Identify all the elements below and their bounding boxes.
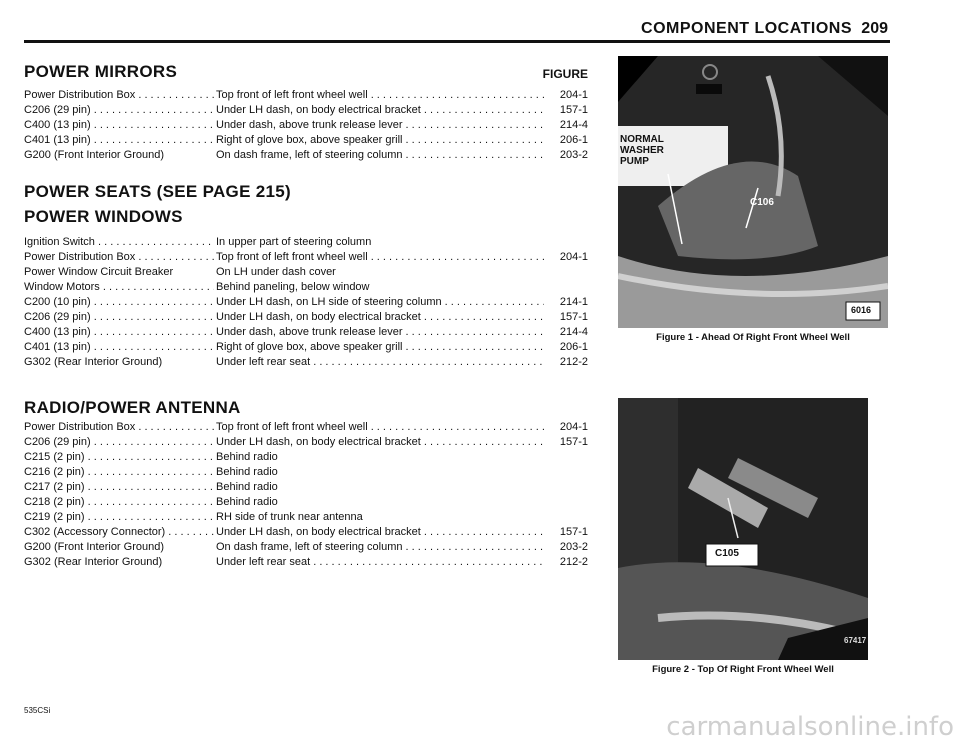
component-name (24, 265, 214, 280)
table-row (24, 280, 588, 295)
table-row (24, 340, 588, 355)
figure-ref: 214-1 (559, 296, 588, 308)
table-row (24, 133, 588, 148)
table-row (24, 118, 588, 133)
location-value: Behind radio (216, 451, 278, 463)
location-text (216, 540, 544, 555)
figure-2-caption: Figure 2 - Top Of Right Front Wheel Well (652, 664, 834, 675)
location-value: Under LH dash, on body electrical bracket (216, 311, 421, 323)
table-row (24, 325, 588, 340)
figure-ref: 206-1 (559, 341, 588, 353)
figure-ref: 204-1 (559, 89, 588, 101)
figure-ref: 157-1 (559, 104, 588, 116)
component-text: C216 (2 pin) (24, 466, 85, 478)
figure-2-label-number: 67417 (844, 636, 867, 645)
component-text: C200 (10 pin) (24, 296, 91, 308)
location-value: Under dash, above trunk release lever (216, 326, 403, 338)
figure-ref: 212-2 (559, 556, 588, 568)
location-value: On dash frame, left of steering column (216, 149, 403, 161)
component-text: Ignition Switch (24, 236, 95, 248)
location-value: Behind radio (216, 481, 278, 493)
figure-ref: 214-4 (559, 119, 588, 131)
location-text (216, 235, 544, 250)
component-name (24, 420, 214, 435)
component-text: C215 (2 pin) (24, 451, 85, 463)
component-text: C206 (29 pin) (24, 311, 91, 323)
component-text: Power Distribution Box (24, 89, 136, 101)
location-text (216, 133, 544, 148)
table-row (24, 480, 588, 495)
label-pump: PUMP (620, 156, 649, 167)
location-text (216, 420, 544, 435)
header-rule (24, 40, 890, 43)
figure-2-illustration (618, 398, 868, 660)
component-name (24, 495, 214, 510)
component-name (24, 118, 214, 133)
table-row (24, 148, 588, 163)
location-value: Under left rear seat (216, 556, 311, 568)
component-name (24, 450, 214, 465)
location-value: On dash frame, left of steering column (216, 541, 403, 553)
table-row (24, 450, 588, 465)
figure-2-label-c105: C105 (715, 548, 739, 559)
label-washer: WASHER (620, 145, 664, 156)
figure-ref: 212-2 (559, 356, 588, 368)
figure-1-label-c106: C106 (750, 197, 774, 208)
location-text (216, 265, 544, 280)
table-row (24, 555, 588, 570)
location-value: Under LH dash, on body electrical bracket (216, 104, 421, 116)
table-row (24, 295, 588, 310)
table-row (24, 540, 588, 555)
location-text (216, 280, 544, 295)
component-name (24, 325, 214, 340)
figure-ref: 157-1 (559, 526, 588, 538)
location-value: Under LH dash, on body electrical bracket (216, 436, 421, 448)
component-name (24, 103, 214, 118)
table-row (24, 265, 588, 280)
location-value: Top front of left front wheel well (216, 251, 368, 263)
component-name (24, 295, 214, 310)
figure-2-photo (618, 398, 868, 660)
location-text (216, 148, 544, 163)
component-text: G200 (Front Interior Ground) (24, 541, 165, 553)
component-name (24, 235, 214, 250)
component-text: Power Distribution Box (24, 421, 136, 433)
location-text (216, 310, 544, 325)
table-row (24, 495, 588, 510)
model-code: 535CSi (24, 706, 51, 715)
page-number: 209 (861, 20, 888, 37)
figure-column-heading: FIGURE (542, 67, 588, 81)
table-row (24, 355, 588, 370)
location-text (216, 465, 544, 480)
component-name (24, 280, 214, 295)
component-text: C302 (Accessory Connector) (24, 526, 166, 538)
component-text: Window Motors (24, 281, 100, 293)
figure-1-label-number: 6016 (851, 305, 872, 315)
figure-ref: 157-1 (559, 311, 588, 323)
table-row (24, 465, 588, 480)
location-text (216, 250, 544, 265)
section-title-power-windows: POWER WINDOWS (24, 207, 183, 226)
location-value: Right of glove box, above speaker grill (216, 341, 403, 353)
location-value: Behind paneling, below window (216, 281, 370, 293)
component-text: C400 (13 pin) (24, 326, 91, 338)
figure-ref: 206-1 (559, 134, 588, 146)
component-text: G302 (Rear Interior Ground) (24, 556, 163, 568)
component-name (24, 435, 214, 450)
figure-ref: 204-1 (559, 421, 588, 433)
location-value: RH side of trunk near antenna (216, 511, 363, 523)
component-name (24, 148, 214, 163)
figure-1-illustration (618, 56, 888, 328)
component-text: C218 (2 pin) (24, 496, 85, 508)
figure-1-label-pump (620, 134, 664, 167)
component-name (24, 88, 214, 103)
location-value: Top front of left front wheel well (216, 89, 368, 101)
figure-ref: 214-4 (559, 326, 588, 338)
location-text (216, 325, 544, 340)
location-value: Under left rear seat (216, 356, 311, 368)
location-text (216, 510, 544, 525)
location-text (216, 355, 544, 370)
page-title: COMPONENT LOCATIONS (641, 20, 852, 37)
component-text: C217 (2 pin) (24, 481, 85, 493)
location-value: Right of glove box, above speaker grill (216, 134, 403, 146)
table-row (24, 420, 588, 435)
component-text: C400 (13 pin) (24, 119, 91, 131)
component-text: C206 (29 pin) (24, 104, 91, 116)
component-name (24, 355, 214, 370)
component-name (24, 510, 214, 525)
component-text: G200 (Front Interior Ground) (24, 149, 165, 161)
table-row (24, 525, 588, 540)
table-row (24, 88, 588, 103)
component-text: C401 (13 pin) (24, 134, 91, 146)
location-text (216, 295, 544, 310)
location-text (216, 88, 544, 103)
figure-ref: 203-2 (559, 149, 588, 161)
location-value: Behind radio (216, 466, 278, 478)
location-text (216, 525, 544, 540)
component-name (24, 525, 214, 540)
table-row (24, 235, 588, 250)
component-text: C401 (13 pin) (24, 341, 91, 353)
location-text (216, 103, 544, 118)
component-name (24, 340, 214, 355)
figure-ref: 203-2 (559, 541, 588, 553)
figure-1-caption: Figure 1 - Ahead Of Right Front Wheel Well (656, 332, 850, 343)
section-title-radio-power-antenna: RADIO/POWER ANTENNA (24, 398, 241, 417)
location-value: On LH under dash cover (216, 266, 336, 278)
table-row (24, 510, 588, 525)
component-text: C206 (29 pin) (24, 436, 91, 448)
section-title-power-seats: POWER SEATS (SEE PAGE 215) (24, 182, 291, 201)
label-normal: NORMAL (620, 134, 664, 145)
section-title-power-mirrors: POWER MIRRORS (24, 62, 178, 81)
location-value: Under dash, above trunk release lever (216, 119, 403, 131)
component-name (24, 465, 214, 480)
location-text (216, 495, 544, 510)
location-value: Top front of left front wheel well (216, 421, 368, 433)
location-text (216, 450, 544, 465)
component-name (24, 555, 214, 570)
component-text: Power Window Circuit Breaker (24, 266, 174, 278)
figure-ref: 157-1 (559, 436, 588, 448)
table-row (24, 103, 588, 118)
table-row (24, 310, 588, 325)
figure-ref: 204-1 (559, 251, 588, 263)
location-text (216, 340, 544, 355)
watermark: carmanualsonline.info (666, 712, 954, 742)
location-text (216, 480, 544, 495)
table-row (24, 435, 588, 450)
location-text (216, 118, 544, 133)
location-text (216, 555, 544, 570)
table-row (24, 250, 588, 265)
component-name (24, 310, 214, 325)
component-text: C219 (2 pin) (24, 511, 85, 523)
component-name (24, 250, 214, 265)
location-value: In upper part of steering column (216, 236, 372, 248)
component-name (24, 480, 214, 495)
component-text: Power Distribution Box (24, 251, 136, 263)
component-name (24, 540, 214, 555)
component-text: G302 (Rear Interior Ground) (24, 356, 163, 368)
location-value: Behind radio (216, 496, 278, 508)
location-value: Under LH dash, on LH side of steering column (216, 296, 442, 308)
figure-1-photo (618, 56, 888, 328)
location-value: Under LH dash, on body electrical bracket (216, 526, 421, 538)
component-name (24, 133, 214, 148)
location-text (216, 435, 544, 450)
